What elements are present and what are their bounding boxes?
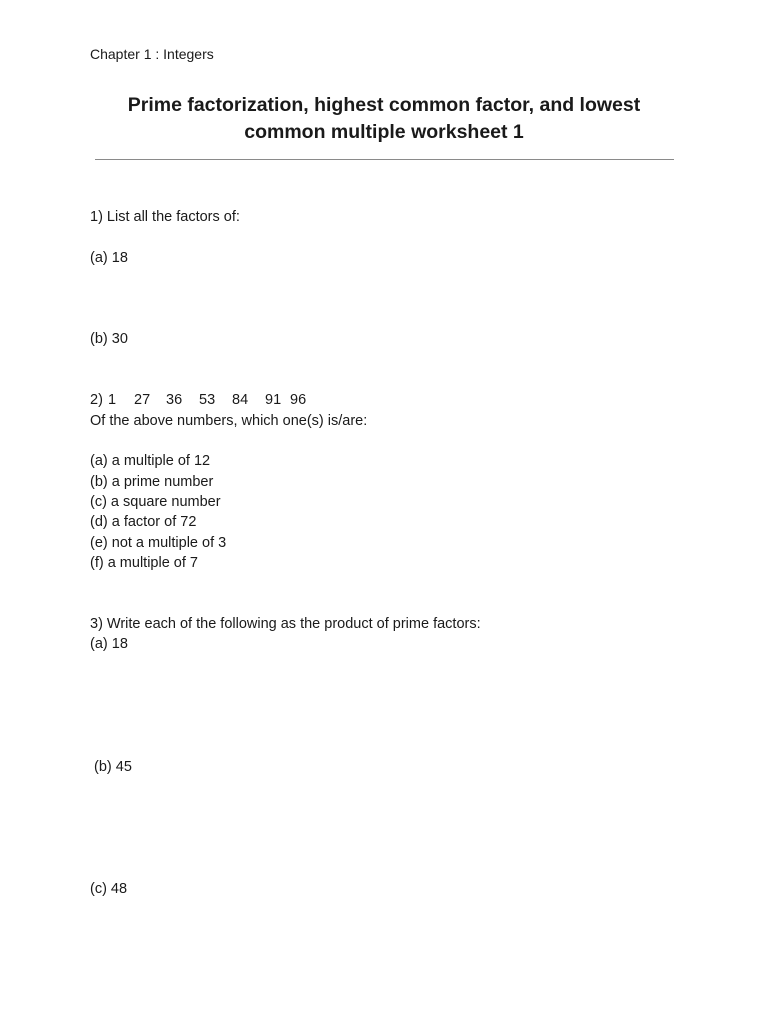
number-item: 53 xyxy=(199,392,216,408)
number-item: 27 xyxy=(134,392,151,408)
number-item: 36 xyxy=(166,392,183,408)
question-2-prompt: Of the above numbers, which one(s) is/are: xyxy=(90,413,368,429)
chapter-label: Chapter 1 : Integers xyxy=(90,46,214,62)
question-1-prompt: 1) List all the factors of: xyxy=(90,209,240,225)
question-1-part-a: (a) 18 xyxy=(90,250,128,266)
question-3-part-a: (a) 18 xyxy=(90,636,128,652)
question-2-part-a: (a) a multiple of 12 xyxy=(90,453,211,469)
number-item: 1 xyxy=(108,392,117,408)
question-1-part-b: (b) 30 xyxy=(90,331,128,347)
page-title-line-2: common multiple worksheet 1 xyxy=(244,121,524,143)
question-3-part-b: (b) 45 xyxy=(94,759,132,775)
title-divider xyxy=(95,159,674,160)
page-title xyxy=(60,92,708,146)
question-3-part-c: (c) 48 xyxy=(90,881,128,897)
number-item: 91 xyxy=(265,392,282,408)
question-2-number-list xyxy=(90,390,306,410)
question-2-part-b: (b) a prime number xyxy=(90,474,214,490)
question-2-part-f: (f) a multiple of 7 xyxy=(90,555,198,571)
page-title-line-1: Prime factorization, highest common factor, and lowest xyxy=(127,94,641,116)
number-item: 96 xyxy=(290,392,307,408)
question-2-part-c: (c) a square number xyxy=(90,494,221,510)
number-item: 84 xyxy=(232,392,249,408)
question-2-prefix: 2) xyxy=(90,392,103,408)
question-3-prompt: 3) Write each of the following as the product of prime factors: xyxy=(90,616,481,632)
question-2-part-d: (d) a factor of 72 xyxy=(90,514,197,530)
question-2-part-e: (e) not a multiple of 3 xyxy=(90,535,227,551)
